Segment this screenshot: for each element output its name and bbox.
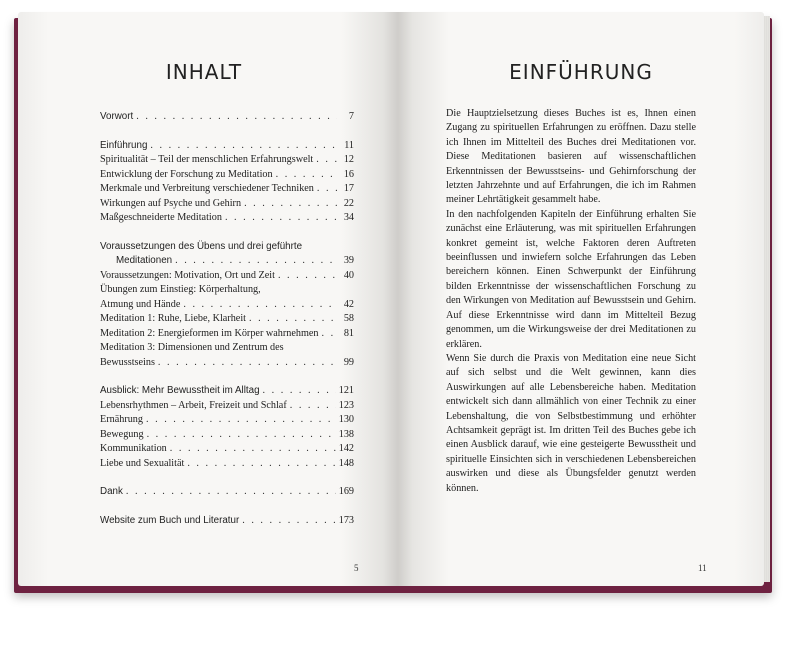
toc-entry-title: Meditation 1: Ruhe, Liebe, Klarheit xyxy=(100,313,246,324)
toc-entry-page: 121 xyxy=(338,385,354,396)
toc-entry-title: Maßgeschneiderte Meditation xyxy=(100,212,222,223)
toc-group xyxy=(100,139,354,226)
toc-entry xyxy=(100,356,354,371)
toc-leader-dots xyxy=(317,182,337,197)
toc-entry-page: 148 xyxy=(338,457,354,469)
toc-entry-page: 40 xyxy=(343,269,354,281)
toc-leader-dots xyxy=(249,312,337,327)
toc-group xyxy=(100,240,354,371)
toc-entry-page: 173 xyxy=(338,514,354,526)
toc-entry xyxy=(100,442,354,457)
toc-entry-page: 42 xyxy=(343,298,354,310)
toc-leader-dots xyxy=(158,356,337,371)
toc-entry xyxy=(100,327,354,342)
toc-entry xyxy=(100,384,354,399)
toc-entry-title: Bewegung xyxy=(100,428,144,440)
toc-entry-page: 12 xyxy=(343,154,354,165)
toc-leader-dots xyxy=(263,384,336,399)
toc-entry-title: Ausblick: Mehr Bewusstheit im Alltag xyxy=(100,385,260,396)
toc-leader-dots xyxy=(150,139,337,154)
toc-entry-page: 130 xyxy=(338,414,354,425)
toc-leader-dots xyxy=(170,442,336,457)
toc-entry-page: 123 xyxy=(338,399,354,411)
toc-entry-page: 11 xyxy=(344,139,354,151)
toc-entry-title: Übungen zum Einstieg: Körperhaltung, xyxy=(100,284,261,295)
toc-leader-dots xyxy=(290,399,336,414)
toc-entry xyxy=(100,139,354,154)
toc-entry-page: 169 xyxy=(338,486,354,497)
toc-entry xyxy=(100,283,354,298)
paragraph: Wenn Sie durch die Praxis von Meditation eine neue Sicht auf sich selbst und die Welt gewinnen, kann dies Auswirkungen auf alle Lebensbereiche haben. Meditation entwickelt sich dann allmählich von einer Technik zu einer Lebenshaltung, die von Selbstbestimmung und erhöhter Achtsamkeit geprägt ist. Im dritten Teil des Buches gebe ich einen Ausblick darauf, wie eine gesteigerte Bewusstheit und spirituelle Einsichten sich in verschiedenen Lebensbereichen auswirken und diese als Übungsfelder genutzt werden können. xyxy=(446,352,696,494)
toc-entry-title: Merkmale und Verbreitung verschiedener Techniken xyxy=(100,183,314,194)
toc-entry-title: Kommunikation xyxy=(100,443,167,454)
toc-entry xyxy=(100,182,354,197)
toc-leader-dots xyxy=(244,197,337,212)
toc-entry xyxy=(100,514,354,529)
toc-entry-page: 16 xyxy=(343,168,354,180)
toc-group xyxy=(100,110,354,125)
toc-entry-title: Spiritualität – Teil der menschlichen Erfahrungswelt xyxy=(100,154,314,165)
toc-entry xyxy=(100,254,354,269)
open-book xyxy=(14,12,772,587)
toc-leader-dots xyxy=(278,269,337,284)
right-page-number: 11 xyxy=(698,563,707,573)
toc-leader-dots xyxy=(187,457,335,472)
toc-heading: INHALT xyxy=(165,60,243,84)
toc-entry xyxy=(100,197,354,212)
toc-leader-dots xyxy=(242,514,335,529)
toc-entry xyxy=(100,211,354,226)
toc-entry-title: Wirkungen auf Psyche und Gehirn xyxy=(100,197,242,209)
toc-leader-dots xyxy=(225,211,337,226)
toc-entry-title: Meditationen xyxy=(116,255,173,266)
toc-entry xyxy=(100,269,354,284)
toc-entry-page: 39 xyxy=(343,255,354,266)
toc-group xyxy=(100,485,354,500)
toc-entry xyxy=(100,298,354,313)
toc-leader-dots xyxy=(316,153,337,168)
toc-entry-page: 99 xyxy=(343,356,354,368)
toc-entry-page: 81 xyxy=(343,327,354,339)
toc-leader-dots xyxy=(175,254,337,269)
toc-entry-title: Website zum Buch und Literatur xyxy=(100,514,240,526)
chapter-heading: EINFÜHRUNG xyxy=(509,60,653,84)
toc-leader-dots xyxy=(322,327,338,342)
toc-leader-dots xyxy=(136,110,337,125)
toc-entry xyxy=(100,110,354,125)
toc-entry xyxy=(100,168,354,183)
toc-entry xyxy=(100,399,354,414)
toc-group xyxy=(100,384,354,471)
toc-entry-title: Meditation 3: Dimensionen und Zentrum des xyxy=(100,342,284,353)
toc-entry-title: Voraussetzungen: Motivation, Ort und Zeit xyxy=(100,269,275,281)
toc-entry xyxy=(100,457,354,472)
toc-leader-dots xyxy=(126,485,336,500)
toc-entry-page: 142 xyxy=(338,443,354,454)
table-of-contents xyxy=(100,110,354,542)
left-page-number: 5 xyxy=(354,563,359,573)
toc-entry-page: 58 xyxy=(343,313,354,324)
toc-entry xyxy=(100,312,354,327)
toc-leader-dots xyxy=(146,413,336,428)
paragraph: Die Hauptzielsetzung dieses Buches ist es, Ihnen einen Zugang zu spirituellen Erfahrungen zu eröffnen. Dazu stelle ich Ihnen im Mittelteil des Buches drei Meditationen vor. Diese Meditationen basieren auf wissenschaftlichen Erkenntnissen der Bewusstseins- und Gehirnforschung der letzten Jahrzehnte und auf Erfahrungen, die ich im Rahmen meiner Lehrtätigkeit gesammelt habe. xyxy=(446,108,696,206)
toc-entry-page: 7 xyxy=(348,111,354,122)
toc-leader-dots xyxy=(276,168,337,183)
toc-entry-title: Bewusstseins xyxy=(100,356,155,368)
toc-entry xyxy=(100,413,354,428)
toc-entry-title: Meditation 2: Energieformen im Körper wahrnehmen xyxy=(100,327,319,339)
toc-entry xyxy=(100,153,354,168)
toc-entry-page: 17 xyxy=(343,183,354,194)
toc-entry-page: 34 xyxy=(343,212,354,223)
toc-entry-title: Ernährung xyxy=(100,414,143,425)
paragraph: In den nachfolgenden Kapiteln der Einführung erhalten Sie zunächst eine Erläuterung, was mit spirituellen Erfahrungen konkret gemeint ist, welche Faktoren deren Auftreten beeinflussen und inwiefern solche Erfahrungen das Leben bereichern können. Einen Schwerpunkt der Einführung bilden Erkenntnisse der wissenschaftlichen Forschung zu den Wirkungen von Meditation auf Bewusstsein und Gehirn. Auf diese Erkenntnisse wird dann im Mittelteil Bezug genommen, um die Wirkungsweise der drei Meditationen zu erklären. xyxy=(446,208,696,350)
toc-entry xyxy=(100,341,354,356)
left-page xyxy=(18,12,398,586)
toc-entry-title: Lebensrhythmen – Arbeit, Freizeit und Schlaf xyxy=(100,399,287,411)
toc-entry-title: Vorwort xyxy=(100,111,134,122)
toc-entry-page: 22 xyxy=(343,197,354,209)
right-page xyxy=(398,12,764,586)
toc-group xyxy=(100,514,354,529)
toc-entry-title: Liebe und Sexualität xyxy=(100,457,185,469)
toc-leader-dots xyxy=(183,298,337,313)
toc-entry-title: Einführung xyxy=(100,139,148,151)
toc-entry-title: Atmung und Hände xyxy=(100,298,181,310)
toc-entry xyxy=(100,485,354,500)
toc-entry xyxy=(100,240,354,255)
toc-entry-title: Entwicklung der Forschung zu Meditation xyxy=(100,168,273,180)
toc-entry xyxy=(100,428,354,443)
toc-entry-title: Dank xyxy=(100,486,123,497)
chapter-body xyxy=(446,107,696,496)
toc-entry-page: 138 xyxy=(338,428,354,440)
toc-entry-title: Voraussetzungen des Übens und drei geführte xyxy=(100,240,303,252)
toc-leader-dots xyxy=(147,428,336,443)
